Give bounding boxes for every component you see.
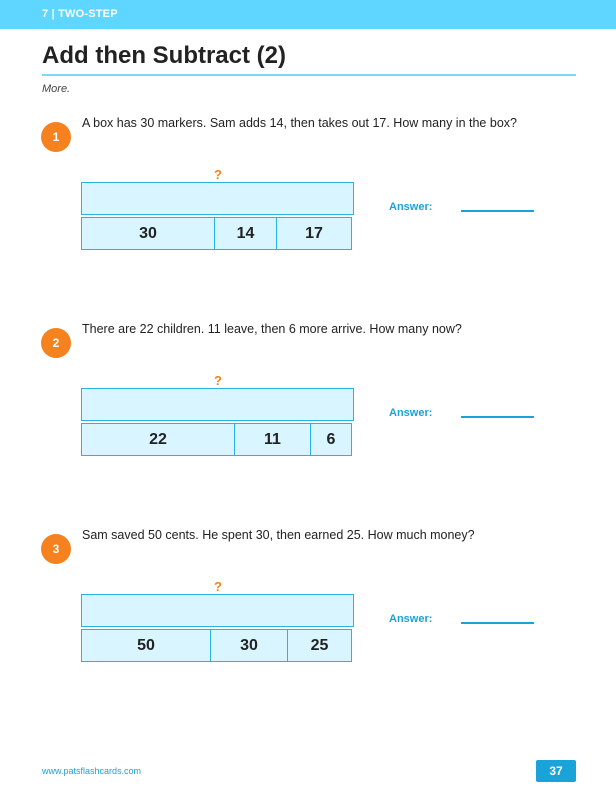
problem-number-badge: 3	[41, 534, 71, 564]
problem-question: There are 22 children. 11 leave, then 6 more arrive. How many now?	[82, 322, 462, 336]
answer-blank[interactable]	[461, 622, 534, 624]
problem-question: Sam saved 50 cents. He spent 30, then earned 25. How much money?	[82, 528, 475, 542]
part-cell: 30	[81, 217, 215, 250]
answer-blank[interactable]	[461, 416, 534, 418]
unknown-total-mark: ?	[214, 167, 222, 182]
total-bar	[81, 594, 354, 627]
problem-1	[0, 116, 616, 302]
part-cell: 17	[276, 217, 352, 250]
page-title: Add then Subtract (2)	[42, 42, 286, 69]
answer-label: Answer:	[389, 613, 433, 625]
parts-row	[81, 629, 354, 662]
answer-label: Answer:	[389, 201, 433, 213]
footer-url[interactable]: www.patsflashcards.com	[42, 766, 142, 776]
page-subtitle: More.	[42, 83, 71, 95]
part-cell: 25	[287, 629, 352, 662]
header-bar	[0, 0, 616, 29]
answer-blank[interactable]	[461, 210, 534, 212]
part-cell: 22	[81, 423, 235, 456]
problem-question: A box has 30 markers. Sam adds 14, then takes out 17. How many in the box?	[82, 116, 517, 130]
part-cell: 30	[210, 629, 289, 662]
problem-number-badge: 2	[41, 328, 71, 358]
page-number: 37	[536, 760, 576, 782]
unknown-total-mark: ?	[214, 373, 222, 388]
parts-row	[81, 217, 354, 250]
part-cell: 50	[81, 629, 211, 662]
unknown-total-mark: ?	[214, 579, 222, 594]
part-cell: 14	[214, 217, 278, 250]
answer-label: Answer:	[389, 407, 433, 419]
total-bar	[81, 182, 354, 215]
total-bar	[81, 388, 354, 421]
problem-3	[0, 528, 616, 714]
title-divider	[42, 74, 576, 76]
parts-row	[81, 423, 354, 456]
part-cell: 11	[234, 423, 312, 456]
part-cell: 6	[310, 423, 352, 456]
problem-number-badge: 1	[41, 122, 71, 152]
problem-2	[0, 322, 616, 508]
section-breadcrumb: 7 | TWO-STEP	[42, 8, 118, 20]
